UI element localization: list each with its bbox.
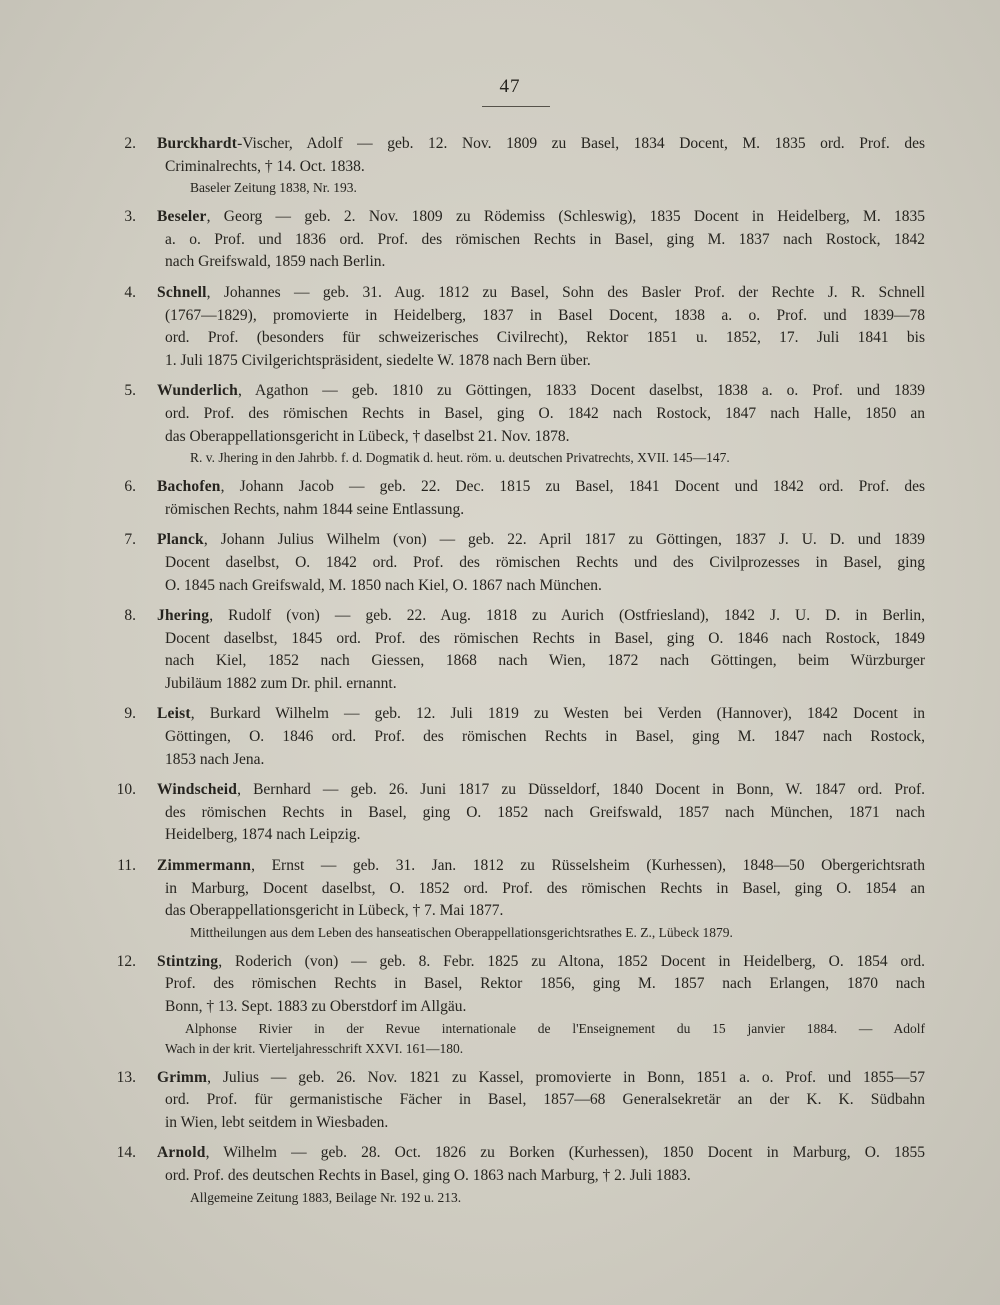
entry-text-line: Göttingen, O. 1846 ord. Prof. des römischen Rechts in Basel, ging M. 1847 nach Rostock, <box>165 728 925 746</box>
entry-text-line: in Wien, lebt seitdem in Wiesbaden. <box>165 1113 389 1131</box>
entry-number: 5. <box>124 382 136 400</box>
biography-entry <box>110 529 925 597</box>
source-reference: Mittheilungen aus dem Leben des hanseatischen Oberappellationsgerichtsrathes E. Z., Lübeck 1879. <box>190 924 733 940</box>
source-reference: Alphonse Rivier in der Revue internationale de l'Enseignement du 15 janvier 1884. — Adolf <box>185 1020 925 1036</box>
entry-number: 13. <box>116 1068 136 1086</box>
biography-entry <box>110 703 925 771</box>
entry-text: , Johannes — geb. 31. Aug. 1812 zu Basel, Sohn des Basler Prof. der Rechte J. R. Schnell <box>206 283 925 301</box>
entry-text: , Georg — geb. 2. Nov. 1809 zu Rödemiss (Schleswig), 1835 Docent in Heidelberg, M. 1835 <box>206 208 925 226</box>
person-surname: Wunderlich <box>157 382 238 400</box>
entry-text-line: das Oberappellationsgericht in Lübeck, † 7. Mai 1877. <box>165 902 504 920</box>
entry-text-line: Prof. des römischen Rechts in Basel, Rektor 1856, ging M. 1857 nach Erlangen, 1870 nach <box>165 975 925 993</box>
entry-number: 12. <box>116 952 136 970</box>
biography-entry <box>110 951 925 1059</box>
entry-text-line: nach Kiel, 1852 nach Giessen, 1868 nach Wien, 1872 nach Göttingen, beim Würzburger <box>165 652 925 670</box>
entry-text: , Rudolf (von) — geb. 22. Aug. 1818 zu Aurich (Ostfriesland), 1842 J. U. D. in Berlin, <box>209 607 925 625</box>
person-surname: Schnell <box>157 283 207 301</box>
entry-text-line: Heidelberg, 1874 nach Leipzig. <box>165 826 361 844</box>
entry-number: 11. <box>117 857 136 875</box>
entry-text-line <box>157 1142 925 1165</box>
entry-text-line: ord. Prof. des deutschen Rechts in Basel, ging O. 1863 nach Marburg, † 2. Juli 1883. <box>165 1166 691 1184</box>
source-reference: Baseler Zeitung 1838, Nr. 193. <box>190 180 357 196</box>
entry-number: 2. <box>124 135 136 152</box>
person-surname: Beseler <box>157 208 207 226</box>
entry-text-line: a. o. Prof. und 1836 ord. Prof. des römischen Rechts in Basel, ging M. 1837 nach Rostock, 1842 <box>165 230 925 248</box>
entry-text-line <box>157 703 925 726</box>
entry-text: , Agathon — geb. 1810 zu Göttingen, 1833 Docent daselbst, 1838 a. o. Prof. und 1839 <box>237 382 925 400</box>
entry-text-line: Docent daselbst, O. 1842 ord. Prof. des römischen Rechts und des Civilprozesses in Basel, ging <box>165 553 925 571</box>
entry-text-line: Bonn, † 13. Sept. 1883 zu Oberstdorf im Allgäu. <box>165 998 467 1015</box>
entry-text-line: des römischen Rechts in Basel, ging O. 1852 nach Greifswald, 1857 nach München, 1871 nach <box>165 803 925 821</box>
biography-list <box>110 133 925 1216</box>
person-surname: Arnold <box>157 1144 206 1162</box>
entry-text: , Bernhard — geb. 26. Juni 1817 zu Düsseldorf, 1840 Docent in Bonn, W. 1847 ord. Prof. <box>237 781 925 799</box>
entry-text-line <box>157 282 925 305</box>
entry-text-line: 1853 nach Jena. <box>165 750 265 768</box>
entry-text-line: Criminalrechts, † 14. Oct. 1838. <box>165 157 365 175</box>
entry-number: 4. <box>124 283 136 301</box>
entry-text-line <box>157 1067 925 1090</box>
entry-text-line <box>157 605 925 628</box>
person-surname: Stintzing <box>157 952 219 970</box>
person-surname: Grimm <box>157 1068 208 1086</box>
entry-text-line <box>157 779 925 802</box>
entry-number: 10. <box>116 781 136 799</box>
source-reference: Allgemeine Zeitung 1883, Beilage Nr. 192 u. 213. <box>190 1189 462 1205</box>
biography-entry <box>110 133 925 198</box>
entry-text: , Burkard Wilhelm — geb. 12. Juli 1819 zu Westen bei Verden (Hannover), 1842 Docent in <box>190 705 925 723</box>
entry-text-line: 1. Juli 1875 Civilgerichtspräsident, siedelte W. 1878 nach Bern über. <box>165 351 591 369</box>
entry-number: 9. <box>124 705 136 723</box>
entry-text-line: Docent daselbst, 1845 ord. Prof. des römischen Rechts in Basel, ging O. 1846 nach Rostock, 1849 <box>165 629 925 647</box>
entry-text-line <box>157 951 925 974</box>
entry-text-line: O. 1845 nach Greifswald, M. 1850 nach Kiel, O. 1867 nach München. <box>165 576 602 594</box>
person-surname: Burckhardt <box>157 135 238 152</box>
biography-entry <box>110 1067 925 1135</box>
entry-number: 6. <box>124 478 136 496</box>
biography-entry <box>110 779 925 847</box>
entry-text-line <box>157 380 925 403</box>
entry-text-line: ord. Prof. (besonders für schweizerisches Civilrecht), Rektor 1851 u. 1852, 17. Juli 1841 bis <box>165 329 925 347</box>
entry-number: 8. <box>124 607 136 625</box>
entry-text-line <box>157 206 925 229</box>
person-surname: Windscheid <box>157 781 238 799</box>
entry-text-line: (1767—1829), promovierte in Heidelberg, 1837 in Basel Docent, 1838 a. o. Prof. und 1839—78 <box>165 306 925 324</box>
entry-text: , Ernst — geb. 31. Jan. 1812 zu Rüsselsheim (Kurhessen), 1848—50 Obergerichtsrath <box>251 857 925 875</box>
biography-entry <box>110 380 925 468</box>
biography-entry <box>110 206 925 274</box>
entry-text-line: ord. Prof. für germanistische Fächer in Basel, 1857—68 Generalsekretär an der K. K. Südbahn <box>165 1091 925 1109</box>
page-number-rule <box>482 106 550 107</box>
person-surname: Jhering <box>157 607 210 625</box>
entry-text: , Julius — geb. 26. Nov. 1821 zu Kassel, promovierte in Bonn, 1851 a. o. Prof. und 1855—57 <box>207 1068 925 1086</box>
entry-number: 3. <box>124 208 136 226</box>
entry-text: , Johann Julius Wilhelm (von) — geb. 22. April 1817 zu Göttingen, 1837 J. U. D. und 1839 <box>203 531 925 549</box>
biography-entry <box>110 1142 925 1207</box>
entry-text: -Vischer, Adolf — geb. 12. Nov. 1809 zu Basel, 1834 Docent, M. 1835 ord. Prof. des <box>237 135 925 152</box>
entry-text-line: Jubiläum 1882 zum Dr. phil. ernannt. <box>165 674 397 692</box>
biography-entry <box>110 476 925 521</box>
page-number: 47 <box>499 76 521 97</box>
person-surname: Zimmermann <box>157 857 252 875</box>
person-surname: Planck <box>157 531 204 549</box>
biography-entry <box>110 282 925 372</box>
biography-entry <box>110 855 925 943</box>
entry-text: , Johann Jacob — geb. 22. Dec. 1815 zu Basel, 1841 Docent und 1842 ord. Prof. des <box>220 478 925 496</box>
biography-entry <box>110 605 925 695</box>
source-reference: Wach in der krit. Vierteljahresschrift XXVI. 161—180. <box>165 1040 464 1056</box>
source-reference: R. v. Jhering in den Jahrbb. f. d. Dogmatik d. heut. röm. u. deutschen Privatrechts, XVII. 145—147. <box>190 450 730 466</box>
person-surname: Leist <box>157 705 191 723</box>
entry-text-line: nach Greifswald, 1859 nach Berlin. <box>165 253 386 271</box>
entry-text-line <box>157 855 925 878</box>
entry-text-line: das Oberappellationsgericht in Lübeck, † daselbst 21. Nov. 1878. <box>165 427 570 445</box>
entry-text-line: ord. Prof. des römischen Rechts in Basel, ging O. 1842 nach Rostock, 1847 nach Halle, 1850 an <box>165 404 925 422</box>
entry-text-line: römischen Rechts, nahm 1844 seine Entlassung. <box>165 500 465 518</box>
entry-text: , Wilhelm — geb. 28. Oct. 1826 zu Borken (Kurhessen), 1850 Docent in Marburg, O. 1855 <box>205 1144 925 1162</box>
entry-number: 14. <box>116 1144 136 1162</box>
entry-text: , Roderich (von) — geb. 8. Febr. 1825 zu Altona, 1852 Docent in Heidelberg, O. 1854 ord. <box>218 952 925 970</box>
entry-text-line: in Marburg, Docent daselbst, O. 1852 ord. Prof. des römischen Rechts in Basel, ging O. 1854 an <box>165 879 925 897</box>
person-surname: Bachofen <box>157 478 221 496</box>
entry-text-line <box>157 476 925 499</box>
entry-number: 7. <box>124 531 136 549</box>
entry-text-line <box>157 133 925 156</box>
entry-text-line <box>157 529 925 552</box>
